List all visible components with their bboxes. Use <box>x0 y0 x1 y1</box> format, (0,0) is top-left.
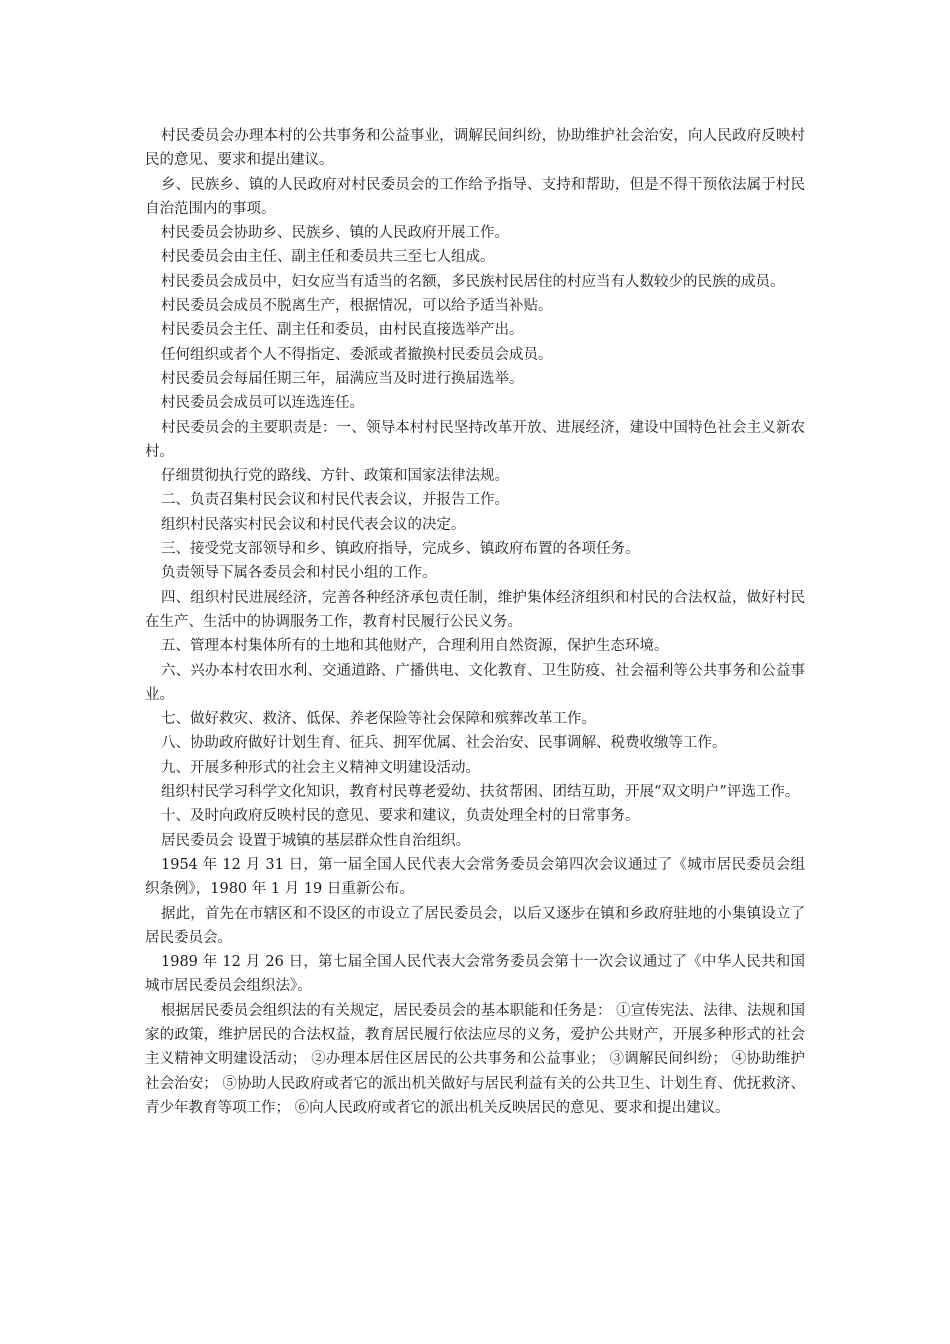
paragraph: 负责领导下属各委员会和村民小组的工作。 <box>161 565 437 582</box>
paragraph: 1954 年 12 月 31 日，第一届全国人民代表大会常务委员会第四次会议通过了《城市居民委员会组织条例》，1980 年 1 月 19 日重新公布。 <box>145 856 805 898</box>
paragraph: 1989 年 12 月 26 日，第七届全国人民代表大会常务委员会第十一次会议通过了《中华人民共和国城市居民委员会组织法》。 <box>145 954 805 995</box>
document-body <box>145 124 805 1120</box>
paragraph: 村民委员会主任、副主任和委员，由村民直接选举产出。 <box>161 322 524 339</box>
paragraph: 村民委员会成员不脱离生产，根据情况，可以给予适当补贴。 <box>161 298 553 315</box>
paragraph: 村民委员会每届任期三年，届满应当及时进行换届选举。 <box>161 370 524 387</box>
paragraph: 组织村民落实村民会议和村民代表会议的决定。 <box>161 516 466 533</box>
paragraph: 乡、民族乡、镇的人民政府对村民委员会的工作给予指导、支持和帮助，但是不得干预依法属于村民自治范围内的事项。 <box>145 176 805 217</box>
paragraph: 村民委员会成员中，妇女应当有适当的名额，多民族村民居住的村应当有人数较少的民族的成员。 <box>161 273 785 290</box>
paragraph: 六、兴办本村农田水利、交通道路、广播供电、文化教育、卫生防疫、社会福利等公共事务和公益事业。 <box>145 662 805 703</box>
paragraph: 仔细贯彻执行党的路线、方针、政策和国家法律法规。 <box>161 468 509 485</box>
paragraph: 据此，首先在市辖区和不设区的市设立了居民委员会，以后又逐步在镇和乡政府驻地的小集镇设立了居民委员会。 <box>145 905 805 946</box>
paragraph: 村民委员会成员可以连选连任。 <box>161 395 364 412</box>
paragraph: 十、及时向政府反映村民的意见、要求和建议，负责处理全村的日常事务。 <box>161 808 640 825</box>
paragraph: 二、负责召集村民会议和村民代表会议，并报告工作。 <box>161 492 509 509</box>
paragraph: 村民委员会的主要职责是：一、领导本村村民坚持改革开放、进展经济，建设中国特色社会主义新农村。 <box>145 419 805 460</box>
paragraph: 五、管理本村集体所有的土地和其他财产，合理利用自然资源，保护生态环境。 <box>161 638 669 655</box>
paragraph: 组织村民学习科学文化知识，教育村民尊老爱幼、扶贫帮困、团结互助，开展“双文明户”评选工作。 <box>161 784 800 801</box>
paragraph: 村民委员会由主任、副主任和委员共三至七人组成。 <box>161 249 495 266</box>
paragraph: 七、做好救灾、救济、低保、养老保险等社会保障和殡葬改革工作。 <box>161 711 596 728</box>
paragraph: 任何组织或者个人不得指定、委派或者撤换村民委员会成员。 <box>161 346 553 363</box>
paragraph: 三、接受党支部领导和乡、镇政府指导，完成乡、镇政府布置的各项任务。 <box>161 541 640 558</box>
paragraph: 四、组织村民进展经济，完善各种经济承包责任制，维护集体经济组织和村民的合法权益，做好村民在生产、生活中的协调服务工作，教育村民履行公民义务。 <box>145 589 805 630</box>
paragraph: 村民委员会协助乡、民族乡、镇的人民政府开展工作。 <box>161 225 509 242</box>
paragraph: 八、协助政府做好计划生育、征兵、拥军优属、社会治安、民事调解、税费收缴等工作。 <box>161 735 727 752</box>
paragraph: 根据居民委员会组织法的有关规定，居民委员会的基本职能和任务是： ①宣传宪法、法律、法规和国家的政策，维护居民的合法权益，教育居民履行依法应尽的义务，爱护公共财产，开展多种形式的社会主义精神文明建设活动； ②办理本居住区居民的公共事务和公益事业； ③调解民间纠纷； ④协助维护社会治安； ⑤协助人民政府或者它的派出机关做好与居民利益有关的公共卫生、计划生育、优抚救济、青少年教育等项工作； ⑥向人民政府或者它的派出机关反映居民的意见、要求和提出建议。 <box>145 1002 805 1116</box>
paragraph: 居民委员会 设置于城镇的基层群众性自治组织。 <box>161 832 471 849</box>
paragraph: 九、开展多种形式的社会主义精神文明建设活动。 <box>161 759 480 776</box>
paragraph: 村民委员会办理本村的公共事务和公益事业，调解民间纠纷，协助维护社会治安，向人民政府反映村民的意见、要求和提出建议。 <box>145 128 805 169</box>
